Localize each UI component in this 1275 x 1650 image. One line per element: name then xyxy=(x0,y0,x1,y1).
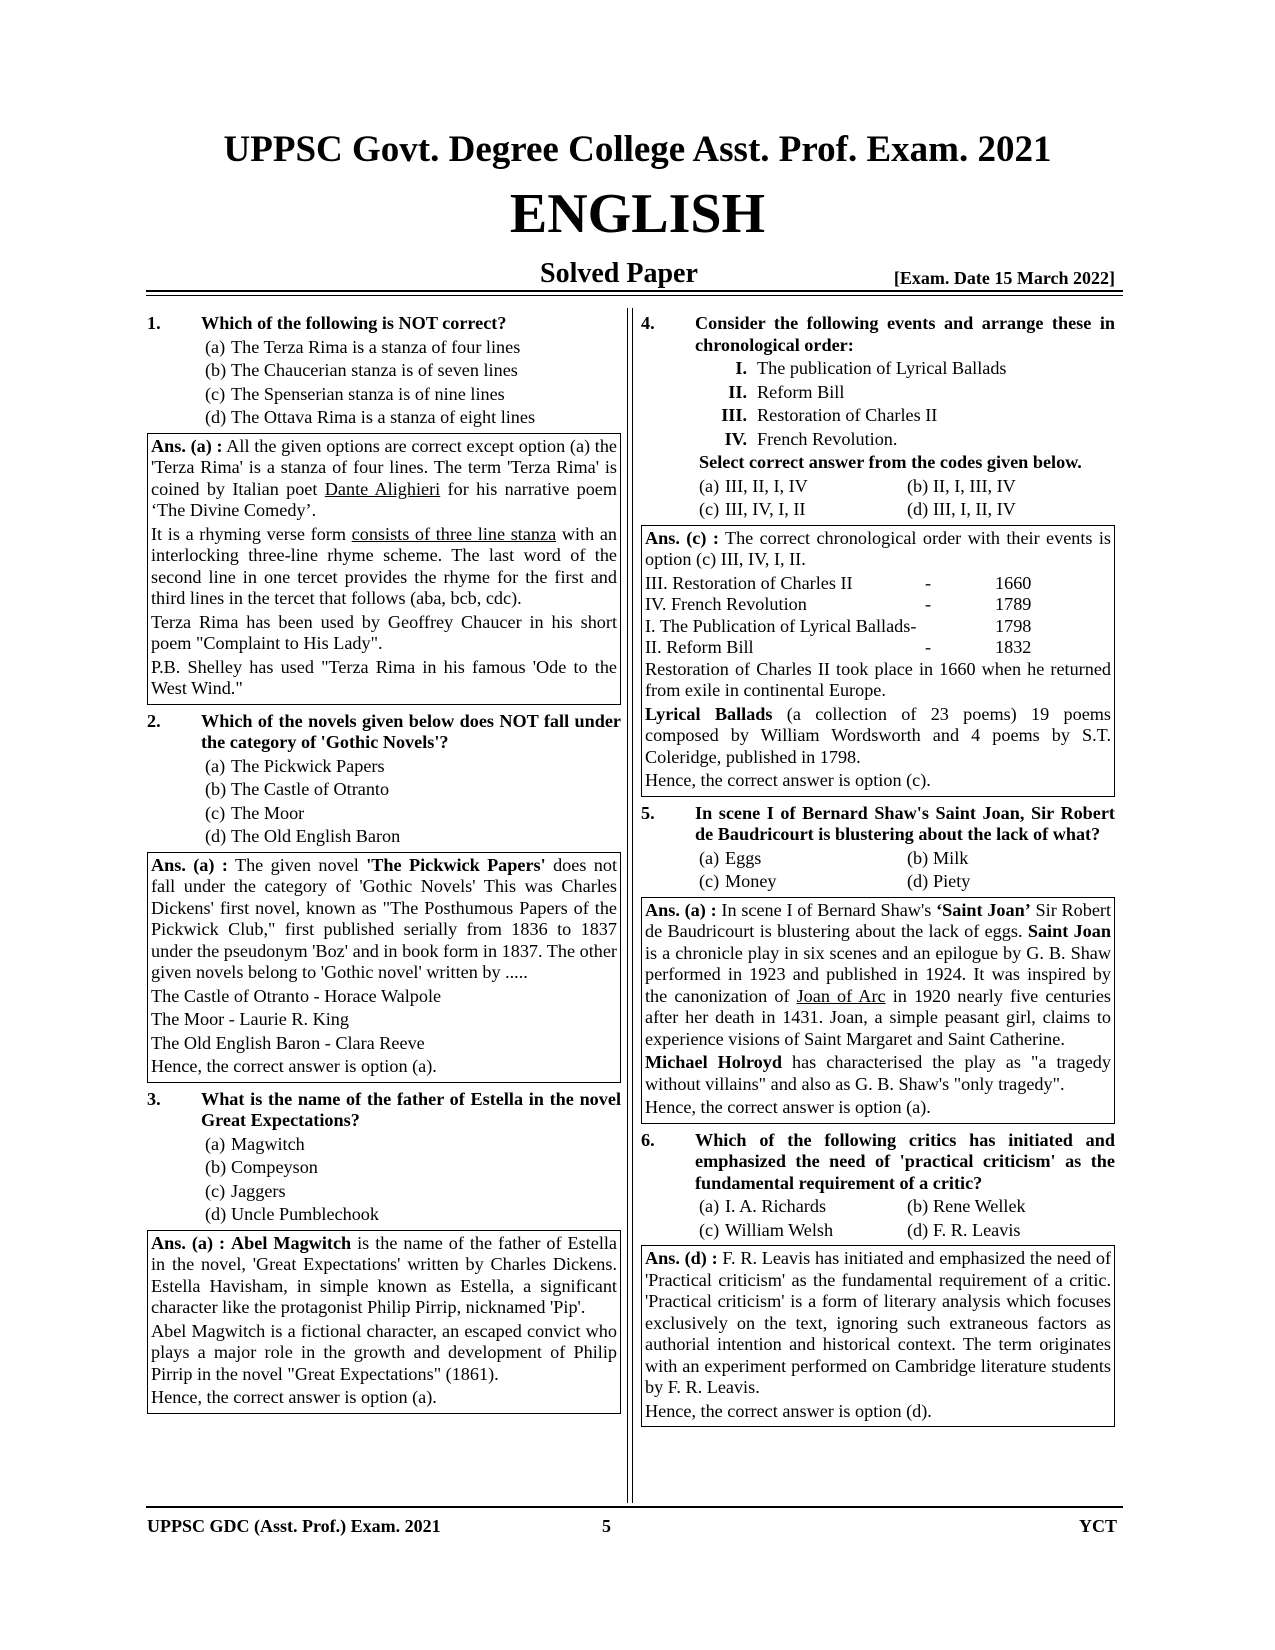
question-number: 3. xyxy=(147,1088,161,1109)
question-text: Which of the novels given below does NOT fall under the category of 'Gothic Novels'? xyxy=(201,710,621,752)
answer-box xyxy=(641,897,1115,1124)
select-instruction: Select correct answer from the codes given below. xyxy=(699,452,1082,472)
exam-title: UPPSC Govt. Degree College Asst. Prof. Exam. 2021 xyxy=(223,129,1052,170)
option-text: Compeyson xyxy=(231,1157,318,1177)
answer-text: (a collection of 23 poems) 19 poems composed by William Wordsworth and 4 poems by S.T. Coleridge, published in 1798. xyxy=(645,703,1111,767)
answer-text: Hence, the correct answer is option (d). xyxy=(645,1400,932,1421)
question-2 xyxy=(147,711,621,1083)
answer-text: All the given options are correct except option (a) the 'Terza Rima' is a stanza of four lines. The term 'Terza Rima' is coined by Italian poet xyxy=(151,435,618,499)
question-6 xyxy=(641,1130,1115,1428)
event-key: IV. xyxy=(724,428,747,449)
answer-text: in 1920 nearly five centuries after her death in 1431. Joan, a simple peasant girl, claims to experience visions of Saint Margaret and Saint Catherine. xyxy=(645,985,1111,1049)
question-1 xyxy=(147,313,621,705)
answer-box xyxy=(147,852,621,1083)
option-key: (b) xyxy=(907,1196,929,1216)
option-text: III, IV, I, II xyxy=(725,499,806,519)
answer-text: P.B. Shelley has used "Terza Rima in his famous 'Ode to the West Wind." xyxy=(151,656,617,698)
option-text: The Terza Rima is a stanza of four lines xyxy=(231,336,521,357)
option-text: The Spenserian stanza is of nine lines xyxy=(231,383,505,404)
option-key: (d) xyxy=(205,407,227,427)
answer-bold: Lyrical Ballads xyxy=(645,703,773,724)
answer-text: Hence, the correct answer is option (a). xyxy=(645,1097,931,1117)
answer-text: The given novel xyxy=(234,854,359,875)
footer-left: UPPSC GDC (Asst. Prof.) Exam. 2021 xyxy=(147,1516,441,1536)
answer-text: The correct chronological order with their events is option (c) III, IV, I, II. xyxy=(645,527,1112,569)
event-key: II. xyxy=(728,381,747,402)
option-key: (c) xyxy=(205,802,226,823)
option-text: The Chaucerian stanza is of seven lines xyxy=(231,360,518,380)
answer-text: The Old English Baron - Clara Reeve xyxy=(151,1032,425,1053)
option-key: (c) xyxy=(699,1219,720,1240)
column-divider-right xyxy=(632,308,633,1503)
option-key: (a) xyxy=(699,847,720,868)
answer-bold: ‘Saint Joan’ xyxy=(936,899,1031,920)
event-key: III. xyxy=(721,405,747,425)
option-text: The Ottava Rima is a stanza of eight lines xyxy=(231,407,536,427)
option-key: (d) xyxy=(205,1204,227,1224)
option-key: (d) xyxy=(907,499,929,519)
option-key: (a) xyxy=(699,1196,720,1216)
option-text: I. A. Richards xyxy=(725,1196,827,1216)
answer-box xyxy=(641,1245,1115,1427)
answer-text: with an interlocking three-line rhyme scheme. The last word of the second line in one tercet provides the rhyme for the first and third lines in the tercet that follows (aba, bcb, cdc). xyxy=(151,523,617,608)
question-number: 2. xyxy=(147,710,161,731)
header-rule-top xyxy=(146,290,1123,292)
option-key: (b) xyxy=(205,360,227,380)
option-key: (c) xyxy=(205,1180,226,1201)
event-row: III. Restoration of Charles II - 1660 xyxy=(645,572,1032,593)
option-text: The Moor xyxy=(231,802,305,823)
question-text: In scene I of Bernard Shaw's Saint Joan, Sir Robert de Baudricourt is blustering about the lack of what? xyxy=(695,802,1115,844)
question-5 xyxy=(641,803,1115,1124)
option-text: The Old English Baron xyxy=(231,826,401,846)
option-key: (b) xyxy=(907,475,929,496)
answer-box xyxy=(147,1230,621,1414)
answer-bold: 'The Pickwick Papers' xyxy=(366,854,546,875)
event-row: II. Reform Bill - 1832 xyxy=(645,637,1032,657)
right-column xyxy=(641,313,1115,1433)
answer-text: Sir Robert de Baudricourt is blustering about the lack of eggs. xyxy=(645,899,1112,941)
option-text: Money xyxy=(725,871,777,891)
option-key: (b) xyxy=(205,1157,227,1177)
answer-text: for his narrative poem ‘The Divine Comedy’. xyxy=(151,478,618,520)
answer-text: In scene I of Bernard Shaw's xyxy=(721,899,932,920)
option-text: Magwitch xyxy=(231,1133,305,1154)
subject-title: ENGLISH xyxy=(509,183,766,245)
answer-text: The Castle of Otranto - Horace Walpole xyxy=(151,985,442,1006)
option-text: Rene Wellek xyxy=(933,1196,1026,1216)
answer-box xyxy=(147,433,621,705)
answer-bold: Saint Joan xyxy=(1027,921,1111,941)
answer-label: Ans. (c) : xyxy=(645,527,719,548)
answer-text: Hence, the correct answer is option (a). xyxy=(151,1056,437,1076)
option-text: Eggs xyxy=(725,847,762,868)
answer-label: Ans. (a) : xyxy=(151,1232,226,1253)
column-divider-left xyxy=(627,308,628,1503)
option-text: III, II, I, IV xyxy=(725,475,808,496)
answer-text: Terza Rima has been used by Geoffrey Chaucer in his short poem "Complaint to His Lady". xyxy=(151,611,617,653)
answer-underline: consists of three line stanza xyxy=(351,523,557,544)
option-text: Uncle Pumblechook xyxy=(231,1204,379,1224)
event-text: Restoration of Charles II xyxy=(757,405,938,425)
event-text: Reform Bill xyxy=(757,381,845,402)
answer-text: The Moor - Laurie R. King xyxy=(151,1009,349,1029)
option-text: Jaggers xyxy=(231,1180,286,1201)
question-4 xyxy=(641,313,1115,797)
option-text: William Welsh xyxy=(725,1219,834,1240)
answer-text: Hence, the correct answer is option (c). xyxy=(645,770,931,790)
option-key: (a) xyxy=(699,475,720,496)
option-key: (b) xyxy=(205,779,227,799)
event-row: IV. French Revolution - 1789 xyxy=(645,594,1032,614)
answer-label: Ans. (a) : xyxy=(151,854,228,875)
answer-label: Ans. (a) : xyxy=(151,435,223,456)
option-text: Milk xyxy=(933,847,969,868)
event-row: I. The Publication of Lyrical Ballads- 1798 xyxy=(645,615,1032,636)
question-number: 4. xyxy=(641,313,655,333)
option-key: (d) xyxy=(907,1219,929,1240)
option-text: II, I, III, IV xyxy=(933,475,1016,496)
header-rule-bottom xyxy=(146,295,1123,296)
answer-text: Restoration of Charles II took place in 1660 when he returned from exile in continental Europe. xyxy=(645,658,1111,700)
answer-bold: Michael Holroyd xyxy=(645,1052,782,1072)
answer-text: Abel Magwitch is a fictional character, an escaped convict who plays a major role in the growth and development of Philip Pirrip in the novel "Great Expectations" (1861). xyxy=(151,1320,617,1384)
answer-box xyxy=(641,525,1115,797)
paper-label: Solved Paper xyxy=(540,258,698,289)
question-3 xyxy=(147,1089,621,1414)
answer-underline: Dante Alighieri xyxy=(324,478,441,499)
option-key: (d) xyxy=(907,871,929,891)
option-key: (c) xyxy=(699,871,720,891)
answer-text: has characterised the play as "a tragedy without villains" and also as G. B. Shaw's "only tragedy". xyxy=(645,1052,1111,1094)
page-number: 5 xyxy=(602,1516,611,1536)
option-text: The Pickwick Papers xyxy=(231,755,385,776)
option-key: (a) xyxy=(205,755,226,776)
option-key: (c) xyxy=(205,383,226,404)
option-key: (b) xyxy=(907,847,929,868)
option-text: Piety xyxy=(933,871,971,891)
option-text: F. R. Leavis xyxy=(933,1219,1021,1240)
question-number: 5. xyxy=(641,802,655,823)
answer-text: is the name of the father of Estella in the novel, 'Great Expectations' written by Charles Dickens. Estella Havisham, in simple known as Estella, a significant character like the protagonist Philip Pirrip, nicknamed 'Pip'. xyxy=(151,1232,618,1317)
answer-underline: Joan of Arc xyxy=(796,985,886,1006)
answer-label: Ans. (a) : xyxy=(645,899,717,920)
event-key: I. xyxy=(735,358,747,378)
footer-right: YCT xyxy=(1078,1516,1117,1536)
option-key: (d) xyxy=(205,826,227,846)
answer-text: is a chronicle play in six scenes and an epilogue by G. B. Shaw performed in 1923 and published in 1924. It was inspired by the canonization of xyxy=(645,942,1111,1006)
question-text: Consider the following events and arrange these in chronological order: xyxy=(695,313,1115,355)
answer-label: Ans. (d) : xyxy=(645,1248,718,1268)
question-number: 6. xyxy=(641,1129,655,1150)
option-key: (a) xyxy=(205,1133,226,1154)
option-key: (c) xyxy=(699,499,720,519)
footer-rule xyxy=(146,1506,1123,1508)
answer-bold: Abel Magwitch xyxy=(231,1232,352,1253)
question-text: Which of the following is NOT correct? xyxy=(201,313,507,333)
question-text: Which of the following critics has initiated and emphasized the need of 'practical criticism' as the fundamental requirement of a critic? xyxy=(695,1129,1115,1193)
event-text: The publication of Lyrical Ballads xyxy=(757,358,1007,378)
event-text: French Revolution. xyxy=(757,428,898,449)
question-number: 1. xyxy=(147,313,161,333)
exam-date: [Exam. Date 15 March 2022] xyxy=(893,268,1115,288)
answer-text: It is a rhyming verse form xyxy=(151,523,346,544)
option-key: (a) xyxy=(205,336,226,357)
option-text: III, I, II, IV xyxy=(933,499,1016,519)
answer-text: Hence, the correct answer is option (a). xyxy=(151,1387,437,1407)
option-text: The Castle of Otranto xyxy=(231,779,390,799)
question-text: What is the name of the father of Estella in the novel Great Expectations? xyxy=(201,1088,621,1130)
answer-text: F. R. Leavis has initiated and emphasized the need of 'Practical criticism' as the fundamental requirement of a critic. 'Practical criticism' is a form of literary analysis which focuses exclusively on the text, ignoring such extraneous factors as authorial intention and historical context. The term originates with an experiment performed on Cambridge literature students by F. R. Leavis. xyxy=(645,1248,1111,1397)
answer-text: does not fall under the category of 'Gothic Novels' This was Charles Dickens' first novel, known as "The Posthumous Papers of the Pickwick Club," first published serially from 1836 to 1837 under the pseudonym 'Boz' and in book form in 1837. The other given novels belong to 'Gothic novel' written by ..... xyxy=(151,854,618,982)
left-column xyxy=(147,313,621,1420)
